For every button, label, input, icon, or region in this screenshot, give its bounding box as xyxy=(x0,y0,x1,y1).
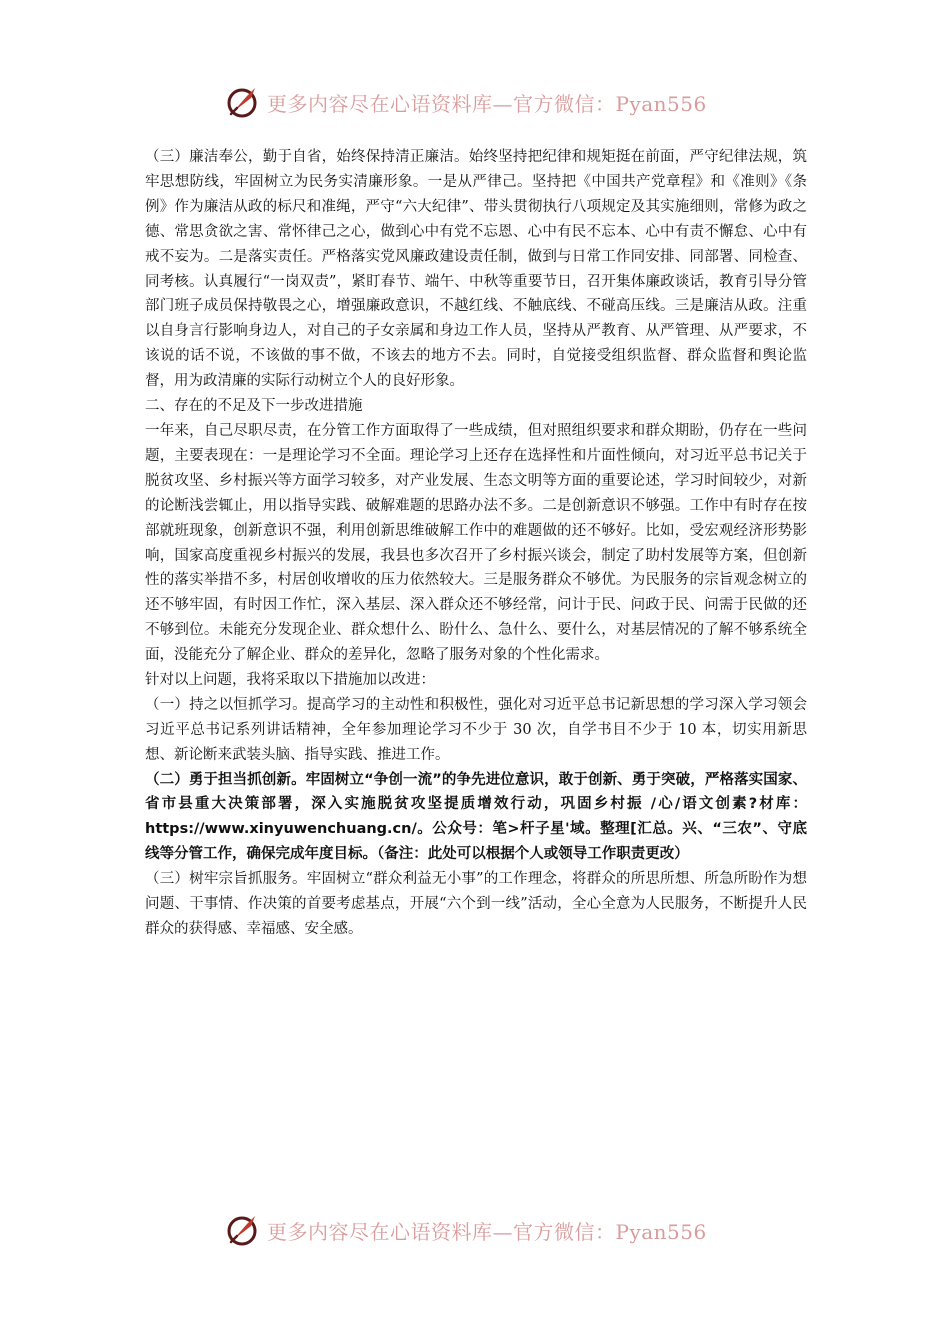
header-banner xyxy=(225,82,725,122)
quill-logo-icon xyxy=(225,1212,261,1248)
quill-logo-icon xyxy=(225,84,261,120)
paragraph-measures-intro: 针对以上问题，我将采取以下措施加以改进： xyxy=(145,672,435,689)
paragraph-problems: 一年来，自己尽职尽责，在分管工作方面取得了一些成绩，但对照组织要求和群众期盼，仍存在一些问题，主要表现在：一是理论学习不全面。理论学习上还存在选择性和片面性倾向，对习近平总书记关于脱贫攻坚、乡村振兴等方面学习较多，对产业发展、生态文明等方面的重要论述，学习时间较少，对新的论断浅尝辄止，用以指导实践、破解难题的思路办法不多。二是创新意识不够强。工作中有时存在按部就班现象，创新意识不强，利用创新思维破解工作中的难题做的还不够好。比如，受宏观经济形势影响，国家高度重视乡村振兴的发展，我县也多次召开了乡村振兴谈会，制定了助村发展等方案，但创新性的落实举措不多，村居创收增收的压力依然较大。三是服务群众不够优。为民服务的宗旨观念树立的还不够牢固，有时因工作忙，深入基层、深入群众还不够经常，问计于民、问政于民、问需于民做的还不够到位。未能充分发现企业、群众想什么、盼什么、急什么、要什么，对基层情况的了解不够系统全面，没能充分了解企业、群众的差异化，忽略了服务对象的个性化需求。 xyxy=(145,422,807,664)
footer-banner xyxy=(225,1210,725,1250)
paragraph-measure-service: （三）树牢宗旨抓服务。牢固树立“群众利益无小事”的工作理念，将群众的所思所想、所急所盼作为想问题、干事情、作决策的首要考虑基点，开展“六个到一线”活动，全心全意为人民服务，不断提升人民群众的获得感、幸福感、安全感。 xyxy=(145,870,807,937)
paragraph-measure-learning: （一）持之以恒抓学习。提高学习的主动性和积极性，强化对习近平总书记新思想的学习深入学习领会习近平总书记系列讲话精神，全年参加理论学习不少于 30 次，自学书目不少于 10 本，切实用新思想、新论断来武装头脑、指导实践、推进工作。 xyxy=(145,696,807,763)
footer-banner-text: 更多内容尽在心语资料库—官方微信：Pyan556 xyxy=(267,1219,707,1244)
section-heading-shortcomings: 二、存在的不足及下一步改进措施 xyxy=(145,398,363,415)
paragraph-measure-innovation: （二）勇于担当抓创新。牢固树立“争创一流”的争先进位意识，敢于创新、勇于突破，严格落实国家、省市县重大决策部署，深入实施脱贫攻坚提质增效行动，巩固乡村振 /心/语文创素?材库：https://www.xinyuwenchuang.cn/。公众号：笔>杆子星'域。整理[汇总。兴、“三农”、守底线等分管工作，确保完成年度目标。（备注：此处可以根据个人或领导工作职责更改） xyxy=(145,771,807,863)
header-banner-text: 更多内容尽在心语资料库—官方微信：Pyan556 xyxy=(267,91,707,116)
document-body xyxy=(145,145,807,942)
paragraph-integrity: （三）廉洁奉公，勤于自省，始终保持清正廉洁。始终坚持把纪律和规矩挺在前面，严守纪律法规，筑牢思想防线，牢固树立为民务实清廉形象。一是从严律己。坚持把《中国共产党章程》和《准则》《条例》作为廉洁从政的标尺和准绳，严守“六大纪律”、带头贯彻执行八项规定及其实施细则，常修为政之德、常思贪欲之害、常怀律己之心，做到心中有党不忘恩、心中有民不忘本、心中有责不懈怠、心中有戒不妄为。二是落实责任。严格落实党风廉政建设责任制，做到与日常工作同安排、同部署、同检查、同考核。认真履行“一岗双责”，紧盯春节、端午、中秋等重要节日，召开集体廉政谈话，教育引导分管部门班子成员保持敬畏之心，增强廉政意识，不越红线、不触底线、不碰高压线。三是廉洁从政。注重以自身言行影响身边人，对自己的子女亲属和身边工作人员，坚持从严教育、从严管理、从严要求，不该说的话不说，不该做的事不做，不该去的地方不去。同时，自觉接受组织监督、群众监督和舆论监督，用为政清廉的实际行动树立个人的良好形象。 xyxy=(145,149,807,390)
